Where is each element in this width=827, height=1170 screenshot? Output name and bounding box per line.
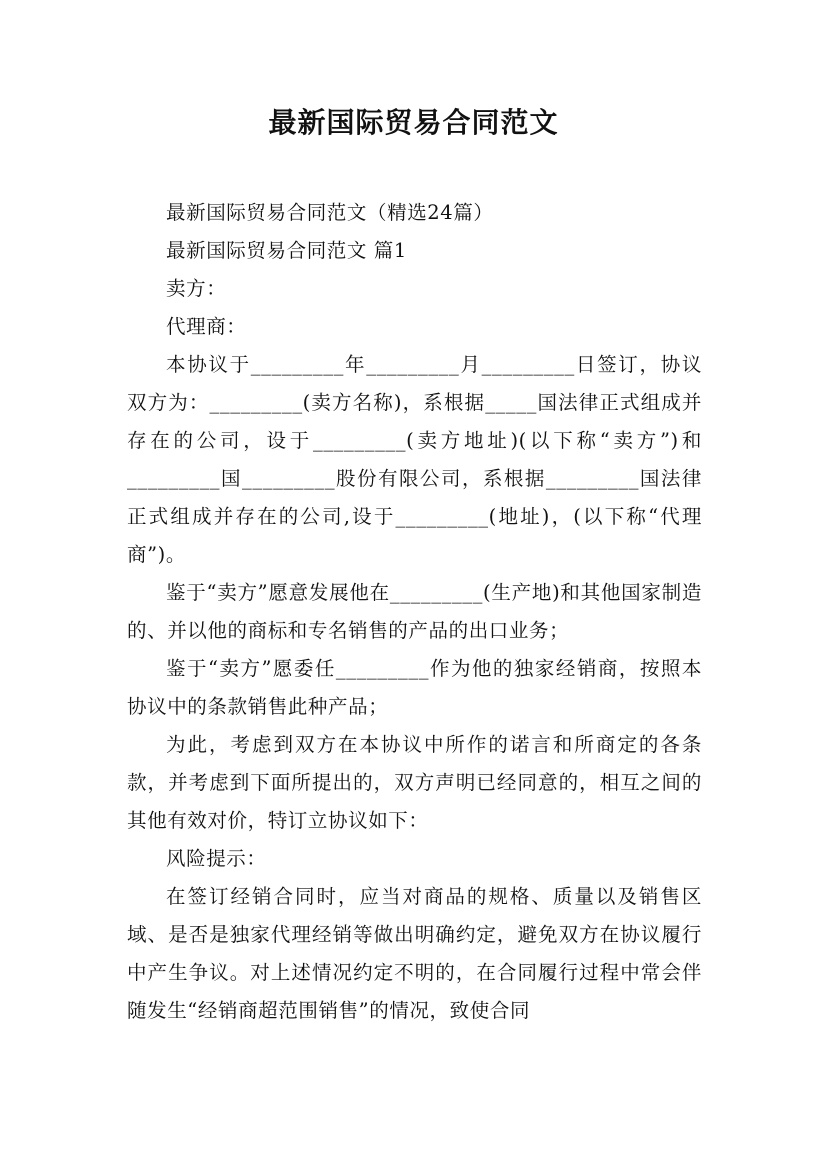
paragraph-section-heading: 最新国际贸易合同范文 篇1 — [166, 239, 407, 262]
paragraph-consideration: 为此，考虑到双方在本协议中所作的诺言和所商定的各条款，并考虑到下面所提出的，双方声明已经同意的，相互之间的其他有效对价，特订立协议如下： — [127, 733, 702, 832]
paragraph-agreement-intro: 本协议于_________年_________月_________日签订，协议双方为：_________(卖方名称)，系根据_____国法律正式组成并存在的公司，设于_________(卖方地址)(以下称“卖方”)和_________国_________股份有限公司，系根据_________国法律正式组成并存在的公司,设于_________(地址)，(以下称“代理商”)。 — [127, 353, 702, 566]
paragraph-whereas-export: 鉴于“卖方”愿意发展他在_________(生产地)和其他国家制造的、并以他的商标和专名销售的产品的出口业务； — [127, 581, 702, 642]
paragraph-seller: 卖方： — [166, 277, 227, 300]
paragraph-agent: 代理商： — [166, 315, 247, 338]
paragraph-whereas-distributor: 鉴于“卖方”愿委任_________作为他的独家经销商，按照本协议中的条款销售此种产品； — [127, 657, 702, 718]
paragraph-subtitle: 最新国际贸易合同范文（精选24篇） — [166, 201, 494, 224]
paragraph-risk-heading: 风险提示： — [166, 847, 267, 870]
document-body — [127, 194, 702, 1030]
document-title: 最新国际贸易合同范文 — [268, 106, 559, 139]
paragraph-risk-text: 在签订经销合同时，应当对商品的规格、质量以及销售区域、是否是独家代理经销等做出明确约定，避免双方在协议履行中产生争议。对上述情况约定不明的，在合同履行过程中常会伴随发生“经销商超范围销售”的情况，致使合同 — [127, 885, 702, 1022]
